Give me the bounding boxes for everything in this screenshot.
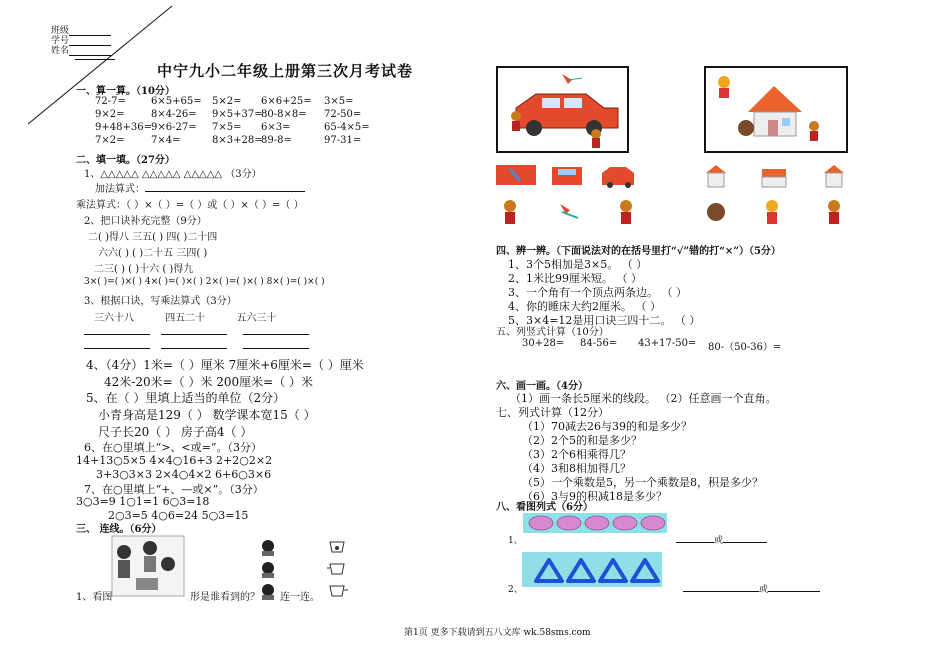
answer-line[interactable]: [243, 348, 309, 349]
fill-q2-row3: 二三( ) ( )十六 ( )得九: [94, 264, 194, 275]
house-views-row: [704, 163, 848, 189]
fill-q1-multiplication: 乘法算式：（ ）×（ ）=（ ）或（ ）×（ ）=（ ）: [76, 200, 304, 211]
calc-item: 80-8×8=: [261, 109, 307, 120]
answer-line[interactable]: [243, 334, 309, 335]
fill-q2-row1: 二( )得八 三五( ) 四( )二十四: [88, 232, 218, 243]
fill-q7-row1: 3○3=9 1○1=1 6○3=18: [76, 495, 210, 508]
fill-q5-row2: 尺子长20（ ） 房子高4（ ）: [98, 425, 253, 439]
car-scene-frame: [496, 66, 629, 153]
fill-q2-row4: 3×( )=( )×( ) 4×( )=( )×( ) 2×( )=( )×( ) 8×( )=( )×( ): [84, 277, 325, 287]
fill-q3-row1: 三六十八 四五二十 五六三十: [94, 313, 277, 324]
picture-q1-label: 1、: [508, 536, 523, 546]
section6-heading: 六、画一画。（4分）: [496, 381, 588, 392]
word-problem: （4）3和8相加得几？: [522, 462, 631, 475]
section3-heading: 三、 连线。（6分）: [76, 524, 162, 535]
car-scene-illustration: [498, 68, 627, 151]
section1-table: [95, 96, 370, 146]
viewer-characters-row-right: [704, 198, 848, 228]
section2-heading: 二、填一填。（27分）: [76, 155, 175, 166]
fill-q3: 3、根据口诀，写乘法算式（3分）: [84, 296, 237, 307]
fill-q5: 5、在（ ）里填上适当的单位（2分）: [86, 391, 286, 405]
connect-q1-start: 1、看图: [76, 592, 113, 603]
judge-item: 1、3个5相加是3×5。 （ ）: [508, 258, 648, 271]
picture-q2-answer: 或: [683, 582, 820, 595]
calc-item: 5×2=: [212, 96, 242, 107]
fill-q6: 6、在○里填上“>、<或=”。（3分）: [84, 441, 262, 454]
teapot-scene-illustration: [108, 534, 188, 600]
answer-blank[interactable]: [768, 582, 820, 592]
calc-item: 6×5+65=: [151, 96, 202, 107]
fill-q1-addition: 加法算式：: [95, 180, 305, 195]
calc-item: 8×3+28=: [212, 135, 263, 146]
calc-item: 6×6+25=: [261, 96, 312, 107]
section4-heading: 四、辨一辨。（下面说法对的在括号里打“√”错的打“×”）（5分）: [496, 246, 781, 257]
picture-q1-answer: 或: [676, 533, 767, 546]
section5-heading: 五、列竖式计算（10分）: [496, 327, 609, 338]
page-footer: 第1页 更多下载请到五八文库 wk.58sms.com: [404, 628, 591, 638]
calc-item: 9×5+37=: [212, 109, 263, 120]
calc-item: 9×6-27=: [151, 122, 197, 133]
house-scene-frame: [704, 66, 848, 153]
teapot-views-illustration: [325, 538, 349, 600]
picture-q2-label: 2、: [508, 585, 523, 595]
vertical-calc-item: 84-56=: [580, 338, 618, 349]
fill-q4-row1: 4、（4分）1米=（ ）厘米 7厘米+6厘米=（ ）厘米: [86, 358, 364, 372]
word-problem: （6）3与9的积减18是多少？: [522, 490, 667, 503]
calc-item: 72-7=: [95, 96, 126, 107]
word-problem: （3）2个6相乘得几？: [522, 448, 631, 461]
answer-line[interactable]: [161, 348, 227, 349]
fill-q7-row2: 2○3=5 4○6=24 5○3=15: [108, 509, 249, 522]
calc-item: 7×4=: [151, 135, 181, 146]
word-problem: （2）2个5的和是多少？: [522, 434, 642, 447]
triangle-strip: [522, 552, 662, 587]
draw-items: （1）画一条长5厘米的线段。 （2）任意画一个直角。: [510, 392, 777, 405]
section7-heading: 七、列式计算（12分）: [496, 406, 609, 419]
calc-item: 8×4-26=: [151, 109, 197, 120]
calc-item: 7×2=: [95, 135, 125, 146]
section1-heading: 一、算一算。（10分）: [76, 86, 175, 97]
judge-item: 3、一个角有一个顶点两条边。 （ ）: [508, 286, 687, 299]
word-problem: （1）70减去26与39的和是多少？: [522, 420, 692, 433]
flowers-illustration: [523, 513, 667, 533]
fill-q6-row1: 14+13○5×5 4×4○16+3 2+2○2×2: [76, 454, 273, 467]
answer-blank[interactable]: [683, 582, 759, 592]
fill-q7: 7、在○里填上“+、—或×”。（3分）: [84, 483, 264, 496]
fill-q6-row2: 3+3○3×3 2×4○4×2 6+6○3×6: [96, 468, 272, 481]
connect-q1-middle: 形是谁看到的？: [190, 592, 260, 603]
connect-q1-end: 连一连。: [280, 592, 320, 603]
house-scene-illustration: [706, 68, 846, 151]
name-blank[interactable]: [69, 47, 111, 56]
fill-q2: 2、把口诀补充完整（9分）: [84, 216, 207, 227]
calc-item: 72-50=: [324, 109, 362, 120]
fill-q5-row1: 小青身高是129（ ） 数学课本宽15（ ）: [98, 408, 316, 422]
judge-item: 2、1米比99厘米短。 （ ）: [508, 272, 642, 285]
judge-item: 4、你的睡床大约2厘米。 （ ）: [508, 300, 661, 313]
answer-line[interactable]: [84, 348, 150, 349]
answer-blank[interactable]: [723, 533, 767, 543]
calc-item: 65-4×5=: [324, 122, 370, 133]
vertical-calc-item: 30+28=: [522, 338, 565, 349]
student-id-field: 学号: [51, 33, 111, 46]
class-field: 班级: [51, 23, 111, 36]
answer-line[interactable]: [161, 334, 227, 335]
judge-item: 5、3×4=12是用口诀三四十二。 （ ）: [508, 314, 701, 327]
calc-item: 7×5=: [212, 122, 242, 133]
fill-q4-row2: 42米-20米=（ ）米 200厘米=（ ）米: [104, 375, 314, 389]
section8-heading: 八、看图列式（6分）: [496, 502, 593, 513]
viewer-characters-row-left: [496, 198, 636, 228]
child-faces-illustration: [258, 538, 278, 600]
car-views-row: [496, 163, 636, 189]
calc-item: 3×5=: [324, 96, 354, 107]
word-problem: （5）一个乘数是5，另一个乘数是8，积是多少？: [522, 476, 763, 489]
extra-blank-line: [75, 59, 115, 60]
calc-item: 89-8=: [261, 135, 292, 146]
vertical-calc-item: 80-（50-36）=: [708, 342, 782, 353]
fill-q1: 1、△△△△△ △△△△△ △△△△△ （3分）: [84, 169, 262, 180]
page-title: 中宁九小二年级上册第三次月考试卷: [157, 62, 414, 80]
fill-q2-row2: 六六( ) ( )二十五 三四( ): [98, 248, 208, 259]
addition-blank[interactable]: [145, 182, 305, 192]
calc-item: 9+48+36=: [95, 122, 152, 133]
calc-item: 6×3=: [261, 122, 291, 133]
vertical-calc-item: 43+17-50=: [638, 338, 697, 349]
flower-strip: [523, 513, 667, 533]
calc-item: 97-31=: [324, 135, 362, 146]
answer-line[interactable]: [84, 334, 150, 335]
triangles-illustration: [522, 552, 662, 587]
answer-blank[interactable]: [676, 533, 714, 543]
calc-item: 9×2=: [95, 109, 125, 120]
name-field: 姓名: [51, 43, 111, 56]
